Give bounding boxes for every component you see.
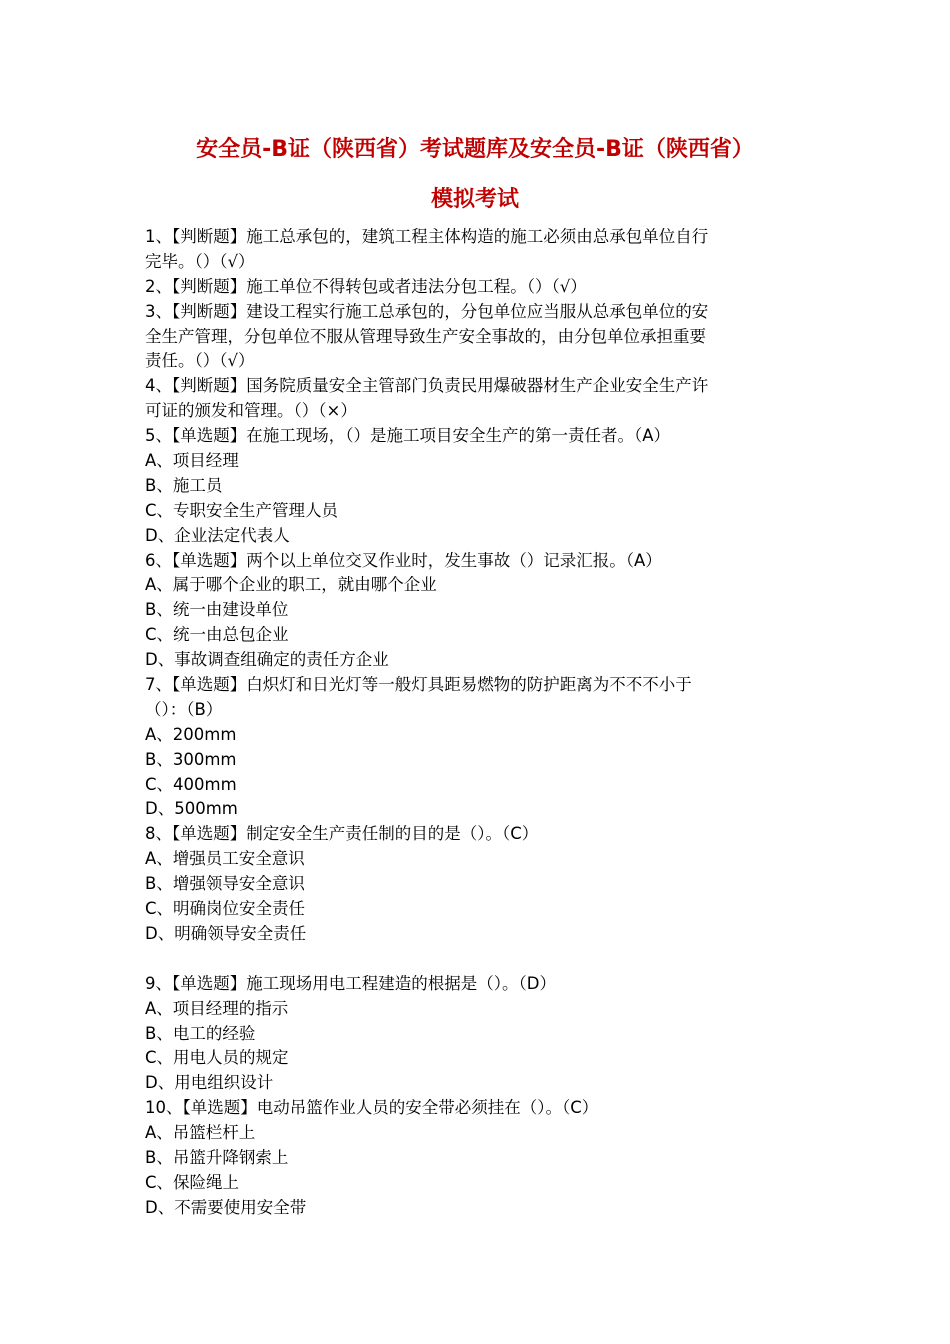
text-line: 1、【判断题】施工总承包的，建筑工程主体构造的施工必须由总承包单位自行 [145, 227, 709, 246]
text-line: B、施工员 [145, 475, 223, 495]
text-line: 全生产管理，分包单位不服从管理导致生产安全事故的，由分包单位承担重要 [145, 326, 706, 346]
text-line: B、增强领导安全意识 [145, 874, 305, 894]
text-line: 责任。（）（√） [145, 351, 255, 371]
text-line: C、明确岗位安全责任 [145, 899, 306, 919]
text-line: D、明确领导安全责任 [145, 923, 307, 943]
text-line: 3、【判断题】建设工程实行施工总承包的，分包单位应当服从总承包单位的安 [145, 301, 709, 321]
text-line: 2、【判断题】施工单位不得转包或者违法分包工程。（）（√） [145, 276, 587, 296]
text-line: D、企业法定代表人 [145, 525, 290, 545]
text-line: C、统一由总包企业 [145, 625, 289, 645]
text-line: B、统一由建设单位 [145, 600, 289, 620]
text-line: （）：（B） [145, 699, 223, 719]
text-line: C、保险绳上 [145, 1172, 240, 1192]
text-line: D、500mm [145, 799, 238, 819]
text-line: 9、【单选题】施工现场用电工程建造的根据是（）。（D） [145, 973, 556, 993]
text-line: D、用电组织设计 [145, 1073, 274, 1093]
text-line: 7、【单选题】白炽灯和日光灯等一般灯具距易燃物的防护距离为不不不小于 [145, 675, 692, 695]
document-title-line-2: 模拟考试 [430, 187, 519, 212]
text-line: A、项目经理 [145, 451, 239, 471]
text-line: 可证的颁发和管理。（）（×） [145, 401, 357, 421]
text-line: 10、【单选题】电动吊篮作业人员的安全带必须挂在（）。（C） [145, 1098, 599, 1118]
text-line: 完毕。（）（√） [145, 251, 255, 271]
text-line: C、专职安全生产管理人员 [145, 500, 339, 520]
blank-line [145, 947, 825, 972]
text-line: A、项目经理的指示 [145, 998, 289, 1018]
text-line: C、400mm [145, 774, 237, 794]
text-line: B、吊篮升降钢索上 [145, 1147, 289, 1167]
text-line: A、属于哪个企业的职工，就由哪个企业 [145, 575, 437, 595]
text-line: 4、【判断题】国务院质量安全主管部门负责民用爆破器材生产企业安全生产许 [145, 376, 709, 396]
document-title-line-1: 安全员-B证（陕西省）考试题库及安全员-B证（陕西省） [196, 137, 754, 162]
text-line: B、电工的经验 [145, 1023, 256, 1043]
text-line: 5、【单选题】在施工现场，（）是施工项目安全生产的第一责任者。（A） [145, 426, 671, 446]
text-line: 8、【单选题】制定安全生产责任制的目的是（）。（C） [145, 824, 539, 844]
text-line: A、吊篮栏杆上 [145, 1123, 256, 1143]
text-line: 6、【单选题】两个以上单位交叉作业时，发生事故（）记录汇报。（A） [145, 550, 662, 570]
text-line: D、不需要使用安全带 [145, 1197, 307, 1217]
text-line: A、200mm [145, 724, 237, 744]
text-line: D、事故调查组确定的责任方企业 [145, 650, 389, 670]
text-line: A、增强员工安全意识 [145, 849, 305, 869]
text-line: B、300mm [145, 749, 237, 769]
text-line: C、用电人员的规定 [145, 1048, 289, 1068]
question-list [145, 225, 825, 1221]
